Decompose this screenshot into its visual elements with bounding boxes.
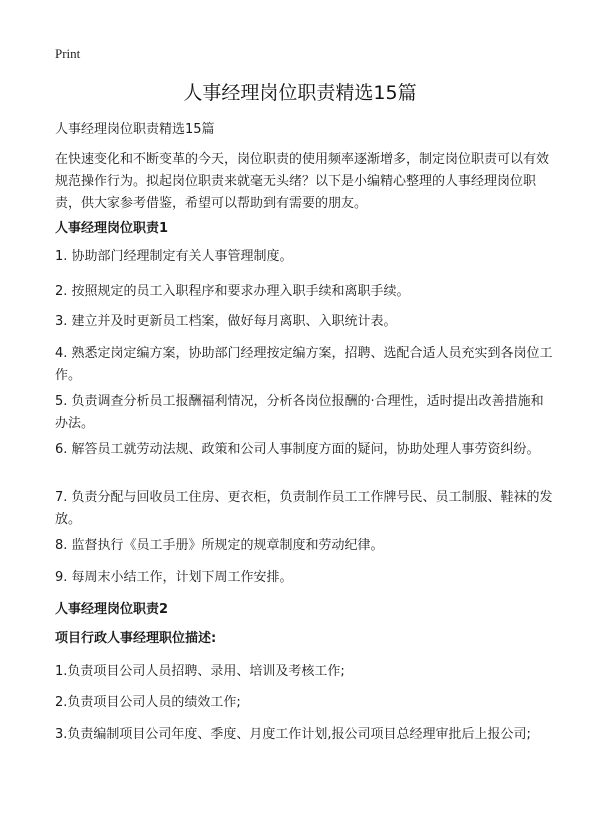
print-label[interactable]: Print [55, 46, 81, 61]
section2-item: 1.负责项目公司人员招聘、录用、培训及考核工作; [55, 664, 345, 679]
section1-item: 9. 每周末小结工作，计划下周工作安排。 [55, 570, 293, 585]
section1-item: 8. 监督执行《员工手册》所规定的规章制度和劳动纪律。 [55, 538, 384, 553]
section1-item: 6. 解答员工就劳动法规、政策和公司人事制度方面的疑问，协助处理人事劳资纠纷。 [55, 442, 540, 457]
section2-item: 3.负责编制项目公司年度、季度、月度工作计划,报公司项目总经理审批后上报公司; [55, 727, 531, 742]
document-subtitle: 人事经理岗位职责精选15篇 [55, 122, 215, 137]
section1-item: 4. 熟悉定岗定编方案，协助部门经理按定编方案，招聘、选配合适人员充实到各岗位工作。 [55, 346, 553, 383]
section2-heading: 人事经理岗位职责2 [55, 602, 169, 617]
section1-item: 1. 协助部门经理制定有关人事管理制度。 [55, 249, 293, 264]
section2-subheading: 项目行政人事经理职位描述: [55, 631, 217, 646]
document-title: 人事经理岗位职责精选15篇 [183, 82, 417, 104]
section1-item: 7. 负责分配与回收员工住房、更衣柜，负责制作员工工作牌号民、员工制服、鞋袜的发放。 [55, 490, 553, 527]
section1-heading: 人事经理岗位职责1 [55, 221, 169, 236]
section1-item: 2. 按照规定的员工入职程序和要求办理入职手续和离职手续。 [55, 284, 410, 299]
section1-item: 5. 负责调查分析员工报酬福利情况，分析各岗位报酬的‧合理性，适时提出改善措施和办法。 [55, 394, 544, 431]
intro-paragraph: 在快速变化和不断变革的今天，岗位职责的使用频率逐渐增多，制定岗位职责可以有效规范操作行为。拟起岗位职责来就毫无头绪？以下是小编精心整理的人事经理岗位职责，供大家参考借鉴，希望可以帮助到有需要的朋友。 [55, 152, 550, 211]
section1-item: 3. 建立并及时更新员工档案，做好每月离职、入职统计表。 [55, 314, 397, 329]
section2-item: 2.负责项目公司人员的绩效工作; [55, 695, 241, 710]
